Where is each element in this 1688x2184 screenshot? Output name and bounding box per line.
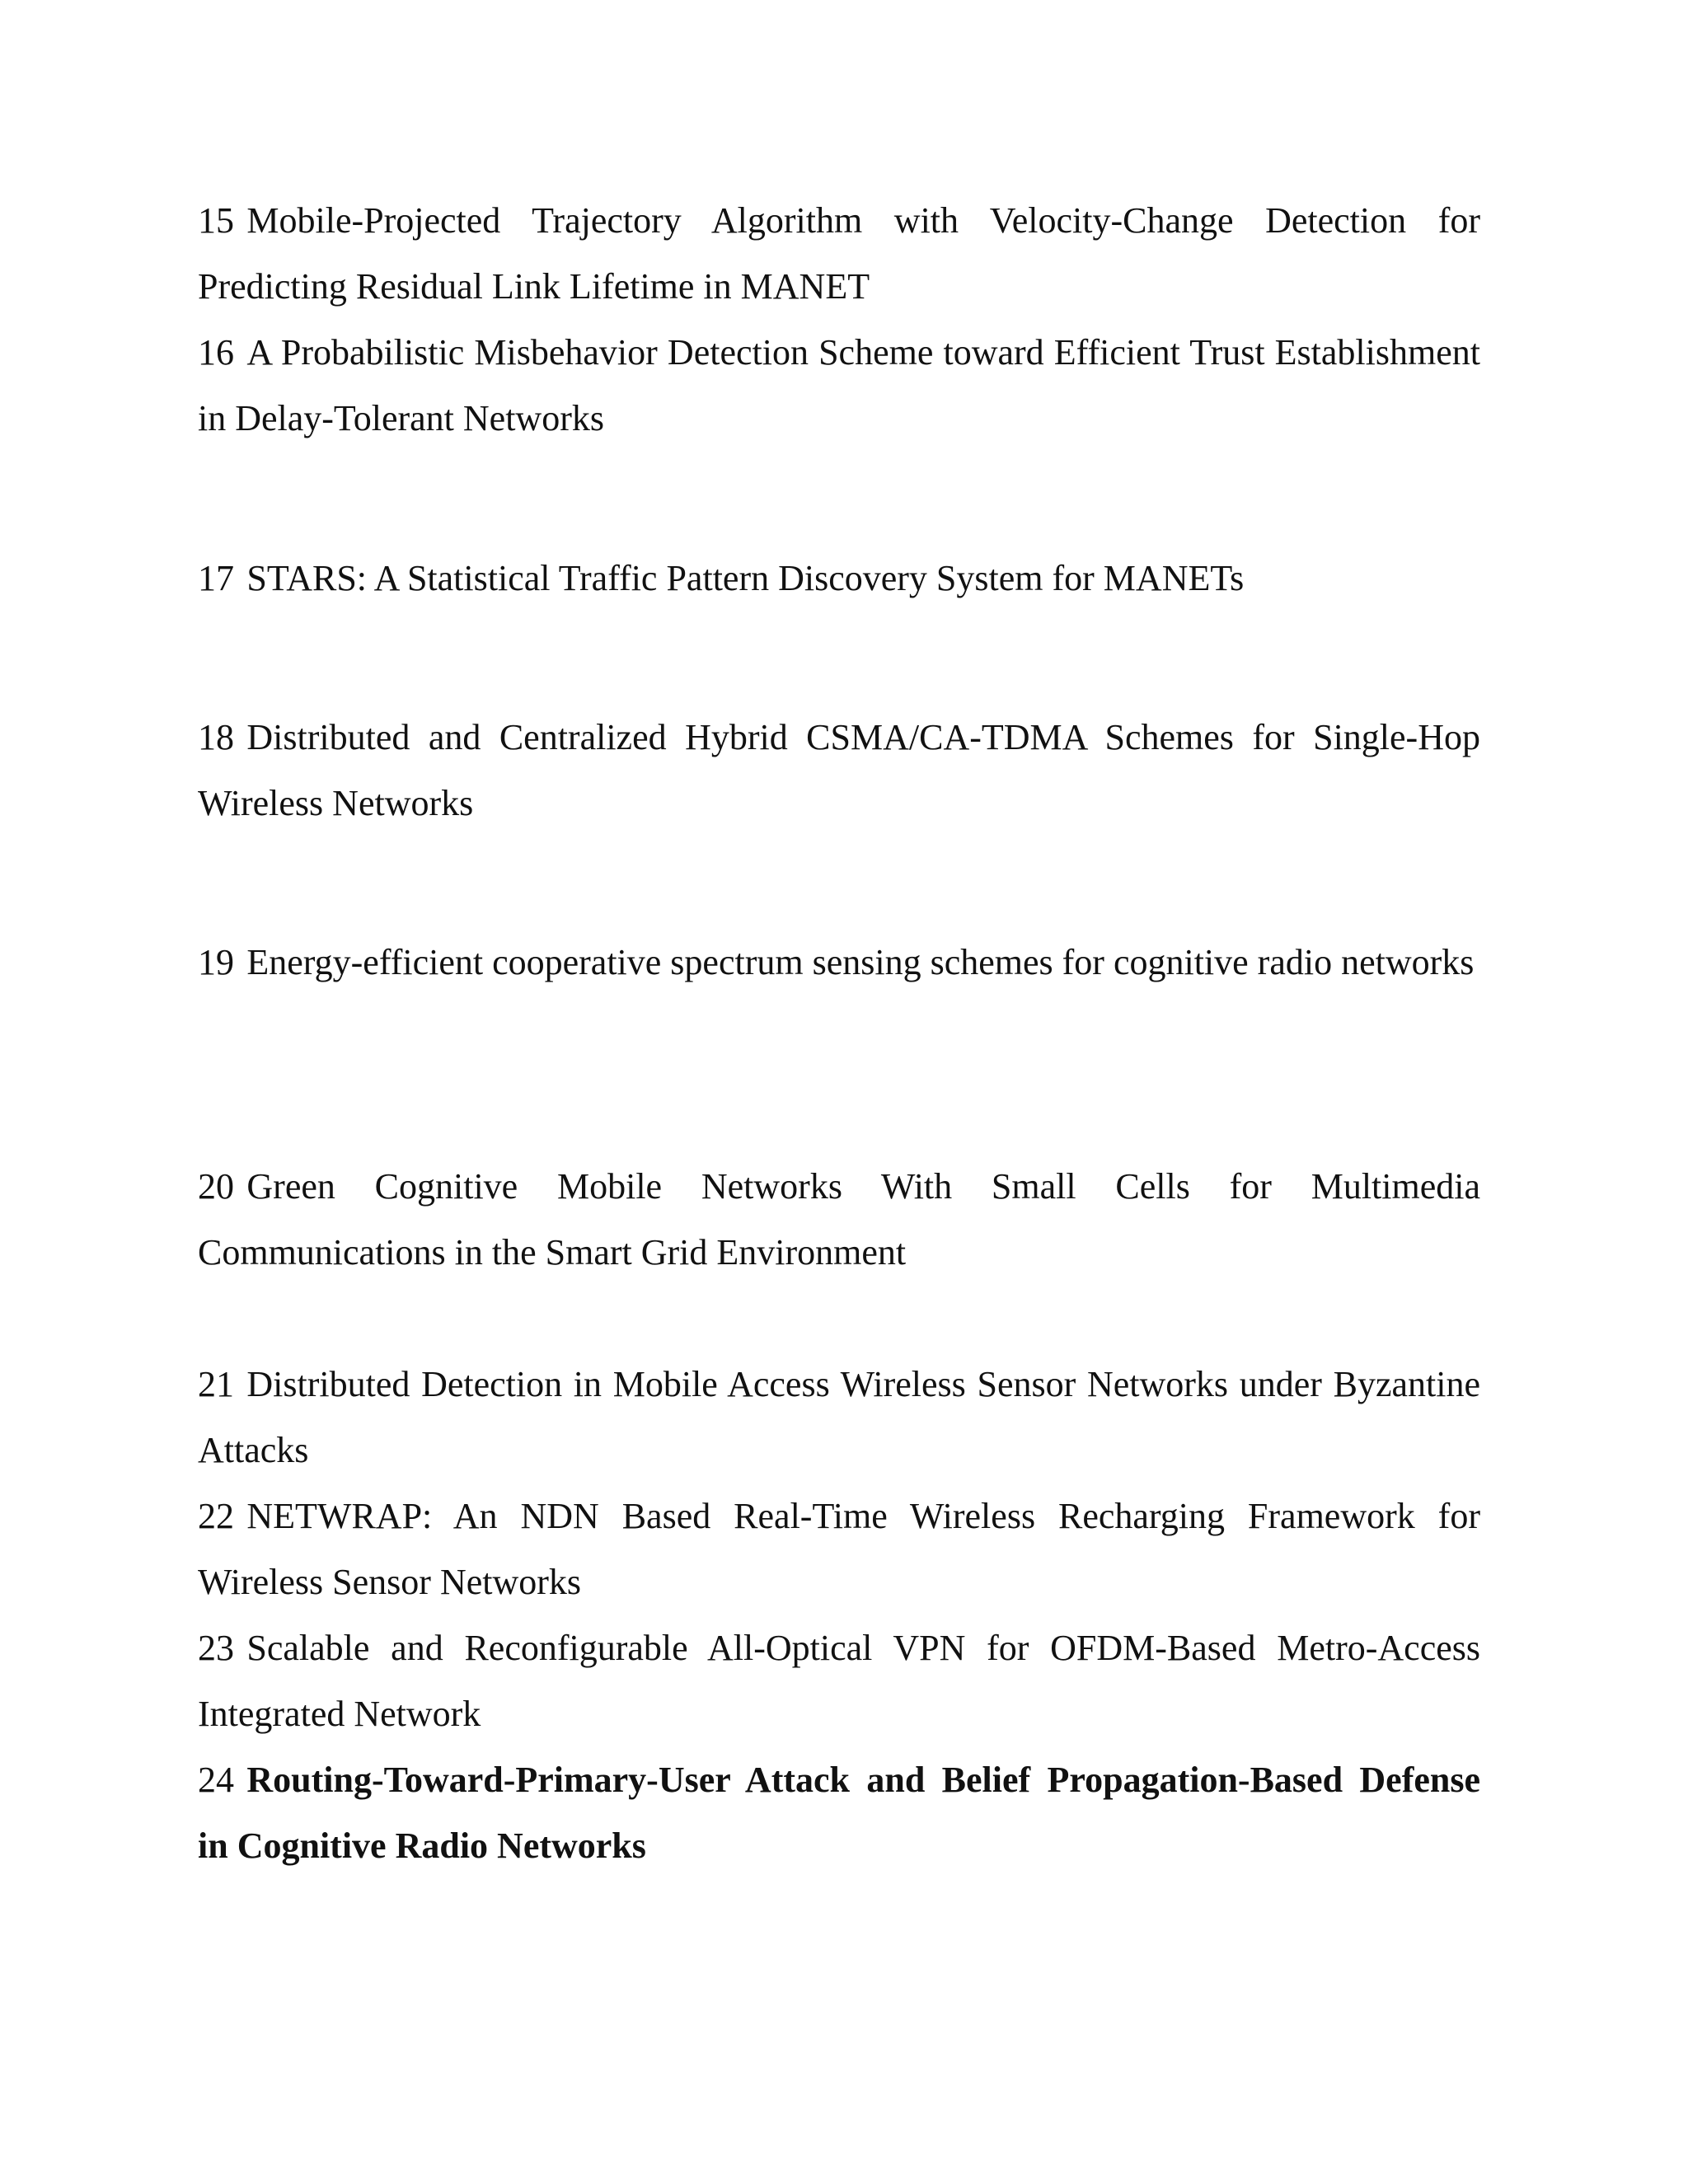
list-item (198, 1615, 1480, 1747)
list-item (198, 188, 1480, 320)
item-title: STARS: A Statistical Traffic Pattern Discovery System for MANETs (246, 558, 1245, 598)
item-number: 24 (198, 1760, 234, 1800)
list-item (198, 705, 1480, 837)
list-item (198, 1154, 1480, 1286)
item-number: 17 (198, 558, 234, 598)
item-number: 23 (198, 1628, 234, 1668)
list-item (198, 1352, 1480, 1483)
item-number: 16 (198, 332, 234, 373)
list-item (198, 1747, 1480, 1879)
item-title: Routing-Toward-Primary-User Attack and Belief Propagation-Based Defense in Cognitive Radio Networks (198, 1760, 1480, 1866)
item-title: Green Cognitive Mobile Networks With Small Cells for Multimedia Communications in the Smart Grid Environment (198, 1166, 1480, 1272)
item-title: Scalable and Reconfigurable All-Optical VPN for OFDM-Based Metro-Access Integrated Network (198, 1628, 1480, 1734)
item-number: 19 (198, 942, 234, 982)
list-item (198, 930, 1480, 996)
item-number: 21 (198, 1364, 234, 1404)
list-item (198, 1483, 1480, 1615)
item-title: NETWRAP: An NDN Based Real-Time Wireless Recharging Framework for Wireless Sensor Networks (198, 1496, 1480, 1602)
list-item (198, 546, 1480, 612)
item-number: 20 (198, 1166, 234, 1207)
item-number: 18 (198, 717, 234, 757)
item-number: 15 (198, 200, 234, 241)
item-title: Distributed and Centralized Hybrid CSMA/CA-TDMA Schemes for Single-Hop Wireless Networks (198, 717, 1480, 823)
item-title: Distributed Detection in Mobile Access Wireless Sensor Networks under Byzantine Attacks (198, 1364, 1480, 1470)
item-number: 22 (198, 1496, 234, 1536)
list-item (198, 320, 1480, 452)
item-title: Mobile-Projected Trajectory Algorithm with Velocity-Change Detection for Predicting Residual Link Lifetime in MANET (198, 200, 1480, 307)
item-title: Energy-efficient cooperative spectrum sensing schemes for cognitive radio networks (246, 942, 1475, 982)
item-title: A Probabilistic Misbehavior Detection Scheme toward Efficient Trust Establishment in Delay-Tolerant Networks (198, 332, 1480, 438)
